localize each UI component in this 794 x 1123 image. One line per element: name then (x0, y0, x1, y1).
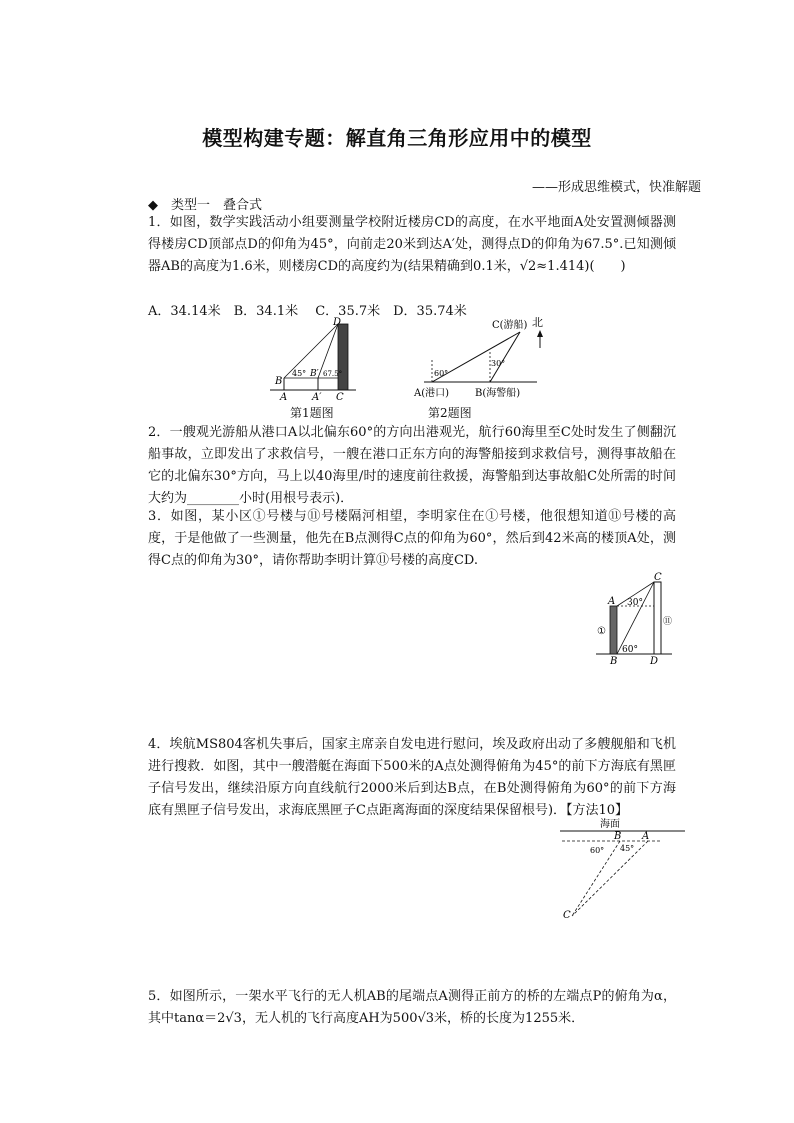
label-angle-60: 60° (590, 846, 605, 855)
label-c: C (336, 392, 344, 402)
figure-1-caption: 第1题图 (290, 406, 334, 420)
label-angle-45: 45° (292, 369, 307, 378)
figure-2 (412, 312, 562, 404)
label-building-11: ⑪ (663, 617, 673, 627)
figure-4 (560, 818, 690, 922)
label-building-1: ① (597, 626, 606, 637)
label-a: A (608, 596, 616, 607)
label-angle-60: 60° (434, 369, 449, 378)
page-title: 模型构建专题：解直角三角形应用中的模型 (202, 126, 592, 150)
label-angle-675: 67.5° (323, 370, 343, 378)
building-11 (654, 582, 661, 654)
label-a: A (280, 392, 288, 402)
label-sea: 海面 (600, 819, 620, 830)
north-arrow-head (537, 330, 543, 337)
figure-2-caption: 第2题图 (428, 406, 472, 420)
label-c: C(游船) (492, 320, 528, 331)
question-1-text: 1．如图，数学实践活动小组要测量学校附近楼房CD的高度，在水平地面A处安置测倾器测得楼房CD顶部点D的仰角为45°，向前走20米到达A′处，测得点D的仰角为67.5°.已知测倾器AB的高度为1.6米，则楼房CD的高度约为(结果精确到0.1米，√2≈1.414)( ) (148, 215, 676, 274)
question-4-text: 4．埃航MS804客机失事后，国家主席亲自发电进行慰问，埃及政府出动了多艘舰船和飞机进行搜救．如图，其中一艘潜艇在海面下500米的A点处测得俯角为45°的前下方海底有黑匣子信号发出，继续沿原方向直线航行2000米后到达B点，在B处测得俯角为60°的前下方海底有黑匣子信号发出，求海底黑匣子C点距离海面的深度结果保留根号)．【方法10】 (148, 737, 676, 818)
question-1-choices: A．34.14米 B．34.1米 C．35.7米 D．35.74米 (148, 304, 467, 319)
label-bp: B′ (310, 369, 319, 379)
label-c: C (654, 572, 662, 583)
question-2-text: 2．一艘观光游船从港口A以北偏东60°的方向出港观光，航行60海里至C处时发生了侧翻沉船事故，立即发出了求救信号，一艘在港口正东方向的海警船接到求救信号，测得事故船在它的北偏东30°方向，马上以40海里/时的速度前往救援，海警船到达事故船C处所需的时间大约为________小时(用根号表示)． (148, 425, 676, 506)
figure-1 (270, 316, 360, 402)
label-b: B (614, 831, 622, 842)
label-angle-60: 60° (622, 645, 638, 655)
label-ap: A′ (312, 392, 322, 402)
label-angle-30: 30° (627, 598, 643, 608)
building-cd (338, 324, 348, 390)
subtitle: ——形成思维模式，快准解题 (531, 180, 701, 195)
line-bc (490, 332, 520, 382)
sight-bc (617, 582, 654, 654)
building-1 (610, 606, 617, 654)
question-5-text: 5．如图所示，一架水平飞行的无人机AB的尾端点A测得正前方的桥的左端点P的俯角为α，其中tanα＝2√3，无人机的飞行高度AH为500√3米，桥的长度为1255米． (148, 989, 676, 1026)
label-angle-45: 45° (620, 844, 635, 853)
label-angle-30: 30° (491, 359, 506, 368)
label-a: A (642, 831, 650, 842)
figure-3 (592, 572, 676, 668)
section-heading: ◆ 类型一 叠合式 (148, 198, 262, 213)
label-north: 北 (532, 316, 543, 329)
sight-ac (572, 841, 648, 916)
label-c: C (563, 910, 571, 921)
label-b: B(海警船) (475, 388, 521, 399)
label-a: A(港口) (414, 388, 450, 399)
label-b: B (275, 376, 283, 387)
label-b: B (610, 656, 618, 667)
label-d: D (650, 656, 659, 667)
label-d: D (333, 317, 342, 328)
question-3-text: 3．如图，某小区①号楼与⑪号楼隔河相望，李明家住在①号楼，他很想知道⑪号楼的高度，于是他做了一些测量，他先在B点测得C点的仰角为60°，然后到42米高的楼顶A处，测得C点的仰角为30°，请你帮助李明计算⑪号楼的高度CD. (148, 509, 676, 568)
